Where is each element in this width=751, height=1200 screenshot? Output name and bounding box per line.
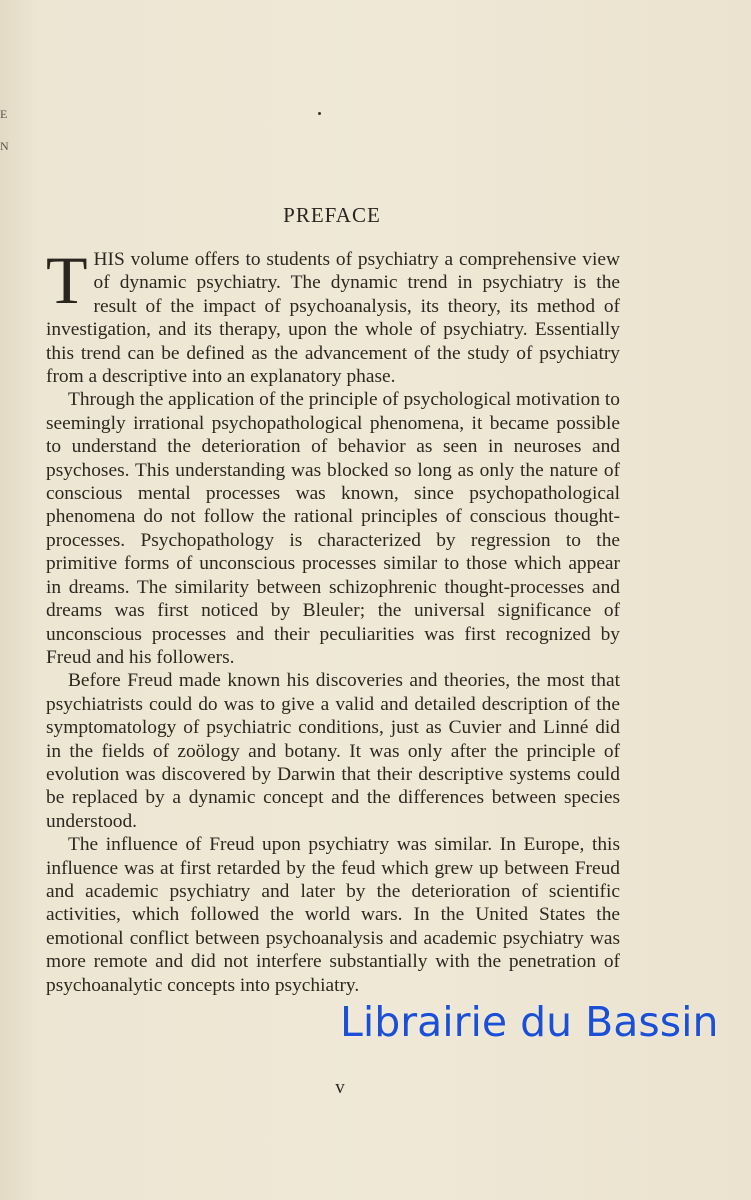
paragraph-text: HIS volume offers to students of psychiatry a comprehensive view of dynamic psychiatry. The dynamic trend in psychiatry is the result of the impact of psychoanalysis, its theory, its method of investigation, and its therapy, upon the whole of psychiatry. Essentially this trend can be defined as the advancement of the study of psychiatry from a descriptive into an explanatory phase. bbox=[46, 249, 620, 388]
page-title: PREFACE bbox=[283, 203, 381, 227]
paragraph: The influence of Freud upon psychiatry was similar. In Europe, this influence was at first retarded by the feud which grew up between Freud and academic psychiatry and later by the deterioration of scientific activities, which followed the world wars. In the United States the emotional conflict between psychoanalysis and academic psychiatry was more remote and did not interfere substantially with the penetration of psychoanalytic concepts into psychiatry. bbox=[46, 834, 620, 996]
gutter-marks bbox=[0, 98, 12, 162]
paragraph bbox=[46, 242, 620, 388]
gutter-mark: E bbox=[0, 107, 8, 121]
drop-cap: T bbox=[46, 242, 88, 318]
ink-dot bbox=[318, 112, 321, 115]
page-number: v bbox=[335, 1077, 345, 1098]
gutter-mark: N bbox=[0, 139, 9, 153]
watermark: Librairie du Bassin bbox=[340, 998, 719, 1046]
paragraph: Through the application of the principle of psychological motivation to seemingly irrational psychopathological phenomena, it became possible to understand the deterioration of behavior as seen in neuroses and psychoses. This understanding was blocked so long as only the nature of conscious mental processes was known, since psychopathological phenomena do not follow the rational principles of conscious thought-processes. Psychopathology is characterized by regression to the primitive forms of unconscious processes similar to those which appear in dreams. The similarity between schizophrenic thought-processes and dreams was first noticed by Bleuler; the universal significance of unconscious processes and their peculiarities was first recognized by Freud and his followers. bbox=[46, 389, 620, 668]
body-text bbox=[46, 242, 620, 997]
paragraph: Before Freud made known his discoveries and theories, the most that psychiatrists could do was to give a valid and detailed description of the symptomatology of psychiatric conditions, just as Cuvier and Linné did in the fields of zoölogy and botany. It was only after the principle of evolution was discovered by Darwin that their descriptive systems could be replaced by a dynamic concept and the differences between species understood. bbox=[46, 670, 620, 832]
